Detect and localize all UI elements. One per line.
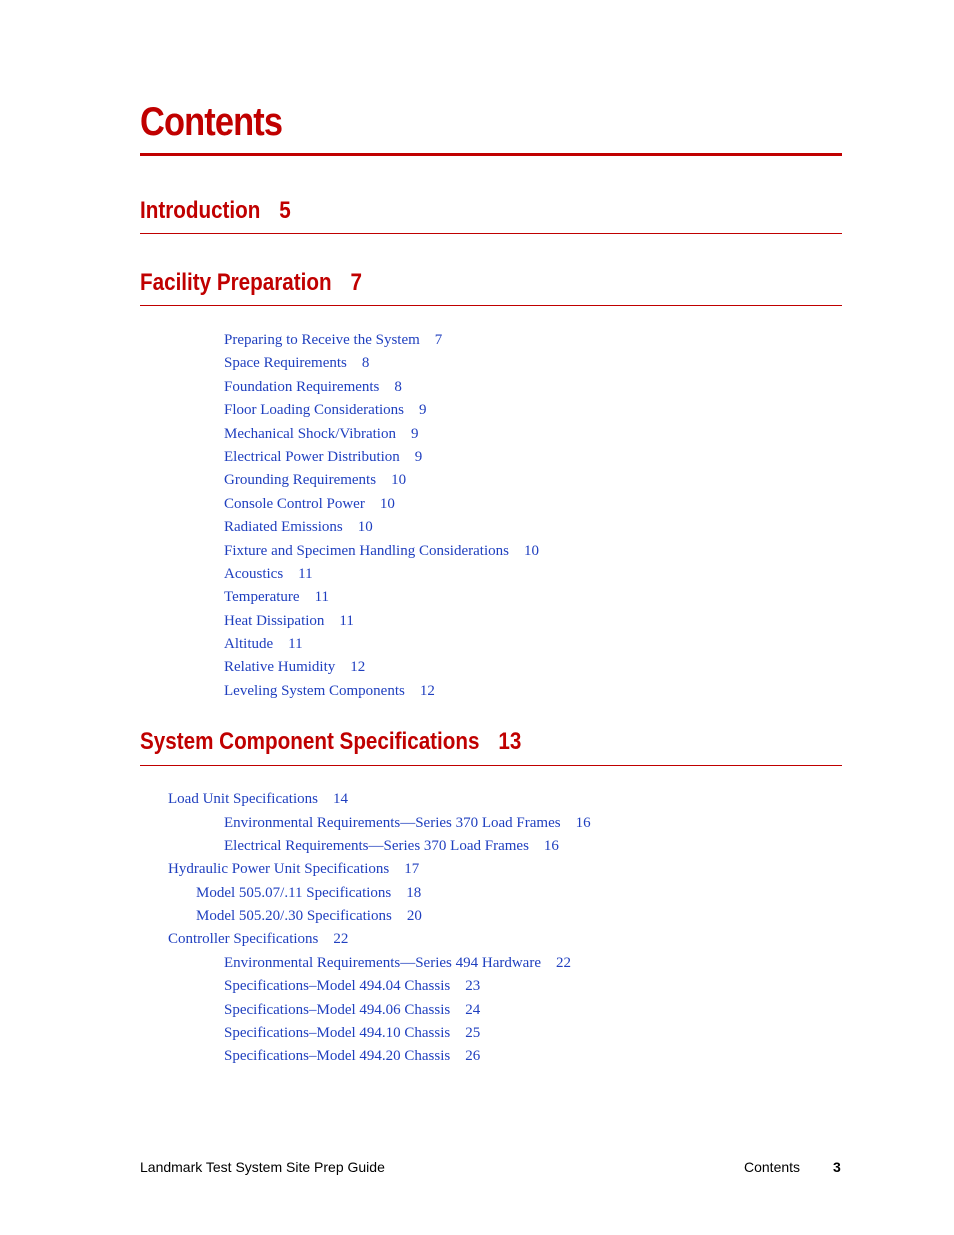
chapter-title: Facility Preparation <box>140 269 332 296</box>
footer-doc-title: Landmark Test System Site Prep Guide <box>140 1159 385 1175</box>
toc-entry[interactable] <box>196 908 422 925</box>
entry-title: Space Requirements <box>224 355 347 371</box>
entry-title: Hydraulic Power Unit Specifications <box>168 861 390 877</box>
chapter-divider <box>140 305 842 306</box>
chapter-divider <box>140 233 842 234</box>
toc-entry[interactable] <box>224 659 365 676</box>
toc-entry[interactable] <box>224 379 402 396</box>
entry-page: 25 <box>465 1025 481 1041</box>
toc-entry[interactable] <box>224 978 480 995</box>
entry-title: Grounding Requirements <box>224 472 377 488</box>
toc-entry[interactable] <box>224 1025 480 1042</box>
entry-page: 9 <box>414 449 423 465</box>
toc-entry[interactable] <box>224 402 427 419</box>
chapter-title: System Component Specifications <box>140 728 480 755</box>
entry-page: 10 <box>391 472 407 488</box>
entry-title: Radiated Emissions <box>224 519 343 535</box>
entry-page: 16 <box>543 838 559 854</box>
footer-page-number: 3 <box>833 1159 841 1175</box>
entry-page: 12 <box>350 659 366 675</box>
toc-entry[interactable] <box>168 931 348 948</box>
chapter-page: 7 <box>350 269 362 296</box>
entry-title: Electrical Power Distribution <box>224 449 400 465</box>
entry-page: 9 <box>410 426 419 442</box>
toc-entry[interactable] <box>224 332 442 349</box>
entry-title: Environmental Requirements—Series 370 Load Frames <box>224 815 561 831</box>
entry-page: 24 <box>465 1002 481 1018</box>
entry-page: 10 <box>523 543 539 559</box>
chapter-introduction[interactable] <box>140 197 291 225</box>
entry-title: Acoustics <box>224 566 284 582</box>
entry-page: 7 <box>434 332 443 348</box>
entry-title: Heat Dissipation <box>224 613 325 629</box>
chapter-title: Introduction <box>140 197 261 224</box>
entry-page: 17 <box>404 861 420 877</box>
entry-page: 11 <box>339 613 354 629</box>
entry-title: Leveling System Components <box>224 683 405 699</box>
toc-entry[interactable] <box>224 519 373 536</box>
entry-page: 22 <box>556 955 571 971</box>
entry-title: Specifications–Model 494.06 Chassis <box>224 1002 451 1018</box>
entry-title: Specifications–Model 494.10 Chassis <box>224 1025 451 1041</box>
toc-entry[interactable] <box>224 566 313 583</box>
entry-page: 11 <box>314 589 330 605</box>
toc-entry[interactable] <box>224 613 354 630</box>
entry-page: 11 <box>298 566 313 582</box>
entry-title: Relative Humidity <box>224 659 336 675</box>
toc-entry[interactable] <box>224 1048 480 1065</box>
page-title: Contents <box>140 100 283 144</box>
entry-page: 8 <box>361 355 370 371</box>
toc-entry[interactable] <box>224 355 369 372</box>
toc-entry[interactable] <box>224 449 422 466</box>
toc-entry[interactable] <box>224 496 395 513</box>
toc-entry[interactable] <box>168 861 419 878</box>
entry-title: Foundation Requirements <box>224 379 380 395</box>
toc-entry[interactable] <box>224 636 303 653</box>
entry-page: 9 <box>419 402 427 418</box>
entry-title: Floor Loading Considerations <box>224 402 404 418</box>
entry-page: 20 <box>406 908 422 924</box>
entry-title: Specifications–Model 494.20 Chassis <box>224 1048 451 1064</box>
footer-section: Contents <box>744 1159 801 1175</box>
toc-entry[interactable] <box>224 838 559 855</box>
chapter-facility-preparation[interactable] <box>140 269 362 297</box>
toc-entry[interactable] <box>168 791 348 808</box>
entry-title: Load Unit Specifications <box>168 791 318 807</box>
toc-entry[interactable] <box>224 472 406 489</box>
entry-page: 10 <box>379 496 395 512</box>
chapter-divider <box>140 765 842 766</box>
entry-title: Mechanical Shock/Vibration <box>224 426 396 442</box>
entry-title: Temperature <box>224 589 300 605</box>
entry-page: 11 <box>288 636 303 652</box>
toc-entry[interactable] <box>224 589 329 606</box>
chapter-page: 13 <box>498 728 522 755</box>
chapter-system-component-specifications[interactable] <box>140 728 521 756</box>
toc-entry[interactable] <box>224 815 591 832</box>
entry-title: Controller Specifications <box>168 931 319 947</box>
entry-title: Console Control Power <box>224 496 365 512</box>
toc-entry[interactable] <box>224 683 435 700</box>
entry-page: 10 <box>357 519 373 535</box>
entry-title: Electrical Requirements—Series 370 Load Frames <box>224 838 529 854</box>
entry-title: Fixture and Specimen Handling Considerations <box>224 543 509 559</box>
toc-entry[interactable] <box>224 955 571 972</box>
title-divider <box>140 153 842 156</box>
entry-page: 8 <box>394 379 402 395</box>
entry-page: 14 <box>332 791 348 807</box>
entry-title: Model 505.20/.30 Specifications <box>196 908 392 924</box>
entry-title: Model 505.07/.11 Specifications <box>196 885 392 901</box>
toc-entry[interactable] <box>224 426 418 443</box>
entry-title: Altitude <box>224 636 274 652</box>
chapter-page: 5 <box>279 197 291 224</box>
entry-page: 12 <box>419 683 435 699</box>
entry-title: Specifications–Model 494.04 Chassis <box>224 978 451 994</box>
entry-page: 16 <box>575 815 591 831</box>
entry-page: 23 <box>465 978 481 994</box>
toc-entry[interactable] <box>224 543 539 560</box>
entry-title: Preparing to Receive the System <box>224 332 420 348</box>
entry-page: 26 <box>465 1048 481 1064</box>
toc-entry[interactable] <box>224 1002 480 1019</box>
entry-title: Environmental Requirements—Series 494 Hardware <box>224 955 541 971</box>
entry-page: 22 <box>333 931 349 947</box>
toc-entry[interactable] <box>196 885 421 902</box>
entry-page: 18 <box>406 885 422 901</box>
